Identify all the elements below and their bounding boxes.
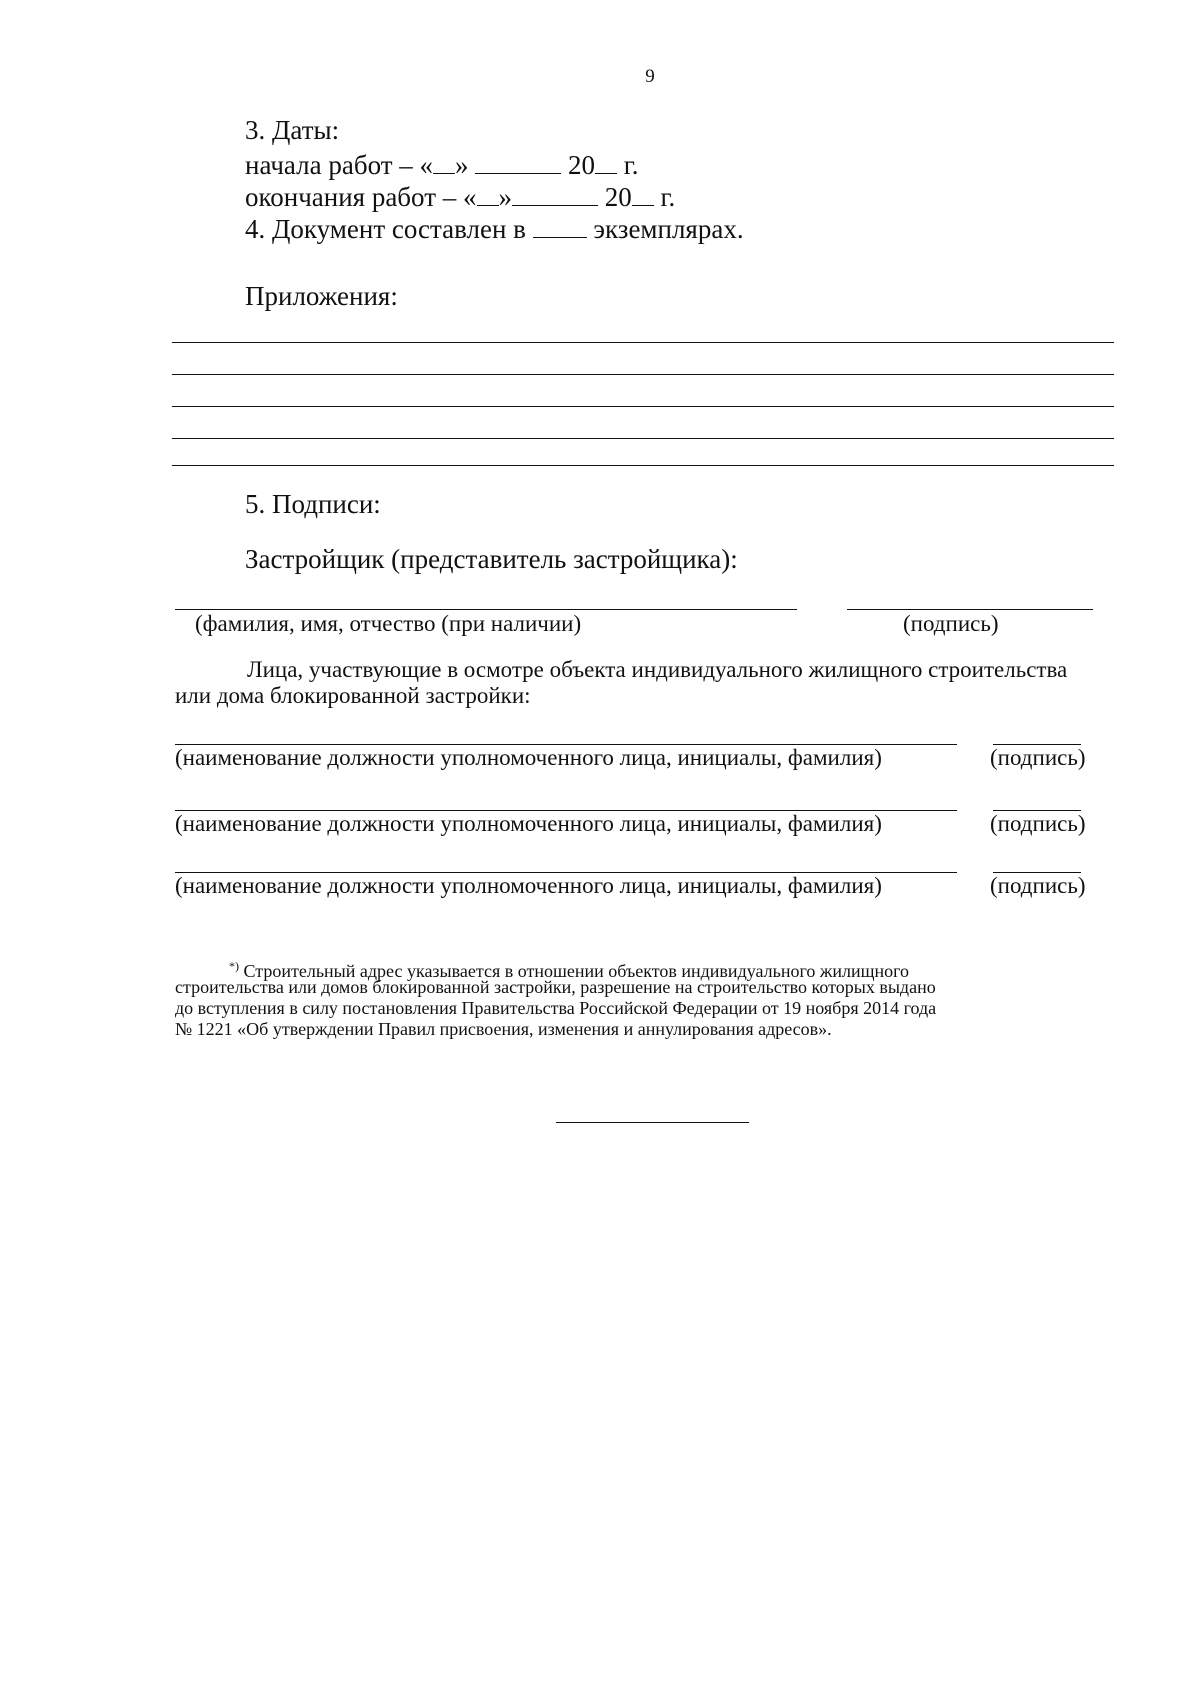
page-number: 9	[645, 66, 655, 87]
end-separator-line	[556, 1122, 749, 1123]
start-year-blank	[595, 149, 617, 174]
participants-intro-line-1: Лица, участвующие в осмотре объекта индивидуального жилищного строительства	[247, 657, 1068, 682]
signatures-heading: 5. Подписи:	[245, 489, 381, 519]
developer-heading: Застройщик (представитель застройщика):	[245, 544, 738, 574]
participant-signature-caption: (подпись)	[990, 745, 1086, 770]
end-date-prefix: окончания работ – «	[245, 182, 477, 212]
footnote-mark: *)	[229, 959, 239, 973]
copies-suffix: экземплярах.	[593, 214, 744, 244]
attachment-line-4	[172, 438, 1114, 439]
start-day-blank	[433, 149, 455, 174]
end-day-blank	[477, 181, 499, 206]
end-year-blank	[632, 181, 654, 206]
attachment-line-1	[172, 342, 1114, 343]
end-date-suffix: г.	[660, 182, 676, 212]
footnote-line-3: до вступления в силу постановления Правительства Российской Федерации от 19 ноября 2014 года	[175, 998, 937, 1018]
participant-caption: (наименование должности уполномоченного лица, инициалы, фамилия)	[175, 745, 882, 770]
developer-signature-caption: (подпись)	[903, 611, 999, 636]
start-month-blank	[475, 149, 561, 174]
start-date-line	[245, 149, 639, 181]
footnote-line-2: строительства или домов блокированной застройки, разрешение на строительство которых выдано	[175, 977, 936, 997]
start-year-prefix: 20	[568, 150, 596, 180]
participant-caption: (наименование должности уполномоченного лица, инициалы, фамилия)	[175, 811, 882, 836]
start-date-mid: »	[455, 150, 469, 180]
copies-line	[245, 213, 744, 245]
end-month-blank	[512, 181, 598, 206]
footnote-line-4: № 1221 «Об утверждении Правил присвоения, изменения и аннулирования адресов».	[175, 1019, 832, 1039]
copies-prefix: 4. Документ составлен в	[245, 214, 526, 244]
participant-signature-caption: (подпись)	[990, 873, 1086, 898]
start-date-prefix: начала работ – «	[245, 150, 434, 180]
attachment-line-3	[172, 406, 1114, 407]
end-date-mid: »	[498, 182, 512, 212]
footnote-text-1: Строительный адрес указывается в отношении объектов индивидуального жилищного	[243, 961, 910, 981]
participant-caption: (наименование должности уполномоченного лица, инициалы, фамилия)	[175, 873, 882, 898]
attachment-line-5	[172, 465, 1114, 466]
dates-heading: 3. Даты:	[245, 115, 340, 145]
attachment-line-2	[172, 374, 1114, 375]
start-date-suffix: г.	[623, 150, 639, 180]
participant-signature-caption: (подпись)	[990, 811, 1086, 836]
end-date-line	[245, 181, 675, 213]
attachments-heading: Приложения:	[245, 281, 398, 311]
end-year-prefix: 20	[604, 182, 632, 212]
developer-name-caption: (фамилия, имя, отчество (при наличии)	[195, 611, 582, 636]
participants-intro-line-2: или дома блокированной застройки:	[175, 683, 531, 708]
copies-count-blank	[533, 213, 587, 238]
